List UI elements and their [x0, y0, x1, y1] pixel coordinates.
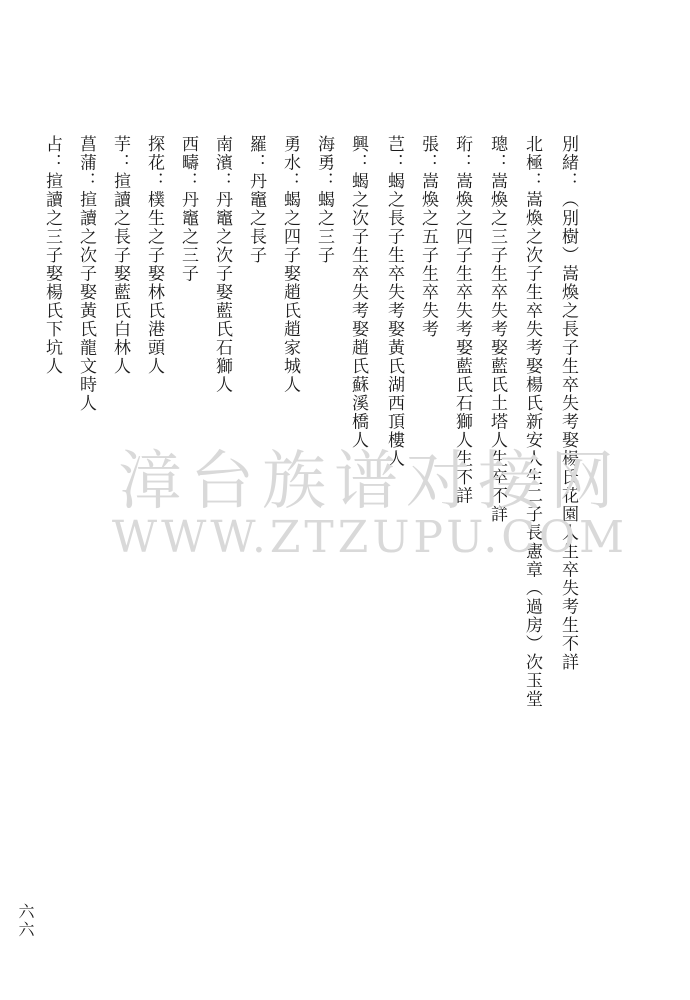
page-number: 六六 — [16, 903, 35, 939]
entry-14 — [74, 135, 98, 413]
entry-body: 蝎之四子娶趙氏趙家城人 — [280, 190, 300, 394]
entry-separator: ： — [558, 172, 578, 191]
entry-body: 蝎之三子 — [314, 190, 334, 265]
entry-name: 張 — [418, 135, 438, 154]
entry-12 — [142, 135, 166, 376]
entry-body: 嵩煥之五子生卒失考 — [418, 172, 438, 339]
entry-8 — [278, 135, 302, 394]
entry-separator: ： — [418, 153, 438, 172]
entry-body: 蝎之次子生卒失考娶趙氏蘇溪橋人 — [348, 172, 368, 450]
entry-9 — [244, 135, 268, 265]
entry-body: 丹竈之三子 — [178, 190, 198, 283]
entry-body: 揎讀之次子娶黃氏龍文時人 — [76, 190, 96, 413]
entry-separator: ： — [212, 172, 232, 191]
entry-name: 芑 — [384, 135, 404, 154]
entry-separator: ： — [314, 172, 334, 191]
entry-4 — [416, 135, 440, 339]
entry-name: 羅 — [246, 135, 266, 154]
entry-7 — [312, 135, 336, 265]
entry-10 — [210, 135, 234, 394]
entry-name: 勇水 — [280, 135, 300, 172]
entry-15 — [40, 135, 64, 376]
entry-name: 占 — [42, 135, 62, 154]
entry-separator: ： — [144, 172, 164, 191]
entry-body: 丹竈之長子 — [246, 172, 266, 265]
entry-6 — [346, 135, 370, 450]
entry-name: 璁 — [487, 135, 507, 154]
entry-name: 菖蒲 — [76, 135, 96, 172]
entry-separator: ： — [384, 153, 404, 172]
entry-separator: ： — [280, 172, 300, 191]
entry-5 — [382, 135, 406, 468]
entry-2 — [485, 135, 509, 524]
entry-separator: ： — [110, 153, 130, 172]
entry-name: 珩 — [452, 135, 472, 154]
entry-separator: ： — [487, 153, 507, 172]
entry-name: 探花 — [144, 135, 164, 172]
entry-body: 蝎之長子生卒失考娶黃氏湖西頂樓人 — [384, 172, 404, 468]
entry-name: 別緒 — [558, 135, 578, 172]
watermark-chinese: 漳台族谱对接网 — [118, 445, 622, 519]
entry-name: 興 — [348, 135, 368, 154]
entry-separator: ： — [452, 153, 472, 172]
entry-body: 嵩煥之三子生卒失考娶藍氏土塔人生卒不詳 — [487, 172, 507, 524]
entry-13 — [108, 135, 132, 376]
entry-body: 揎讀之三子娶楊氏下坑人 — [42, 172, 62, 376]
entry-body: 嵩煥之四子生卒失考娶藍氏石獅人生不詳 — [452, 172, 472, 505]
entry-1 — [520, 135, 544, 709]
entry-separator: ： — [348, 153, 368, 172]
entry-11 — [176, 135, 200, 283]
entry-name: 南濱 — [212, 135, 232, 172]
entry-name: 芋 — [110, 135, 130, 154]
entry-name: 西疇 — [178, 135, 198, 172]
watermark-url: WWW.ZTZUPU.COM — [111, 512, 629, 563]
entry-3 — [450, 135, 474, 505]
entry-body: 嵩煥之次子生卒失考娶楊氏新安人生二子長憲章（過房）次玉堂 — [522, 190, 542, 709]
entry-name: 北極 — [522, 135, 542, 172]
entry-body: 丹竈之次子娶藍氏石獅人 — [212, 190, 232, 394]
entry-name: 海勇 — [314, 135, 334, 172]
entry-body: 揎讀之長子娶藍氏白林人 — [110, 172, 130, 376]
entry-separator: ： — [178, 172, 198, 191]
entry-body: 樸生之子娶林氏港頭人 — [144, 190, 164, 376]
entry-0 — [556, 135, 580, 672]
entry-separator: ： — [522, 172, 542, 191]
entry-separator: ： — [246, 153, 266, 172]
entry-separator: ： — [42, 153, 62, 172]
entry-body: （別樹）嵩煥之長子生卒失考娶楊氏花園人生卒失考生不詳 — [558, 190, 578, 672]
entry-separator: ： — [76, 172, 96, 191]
